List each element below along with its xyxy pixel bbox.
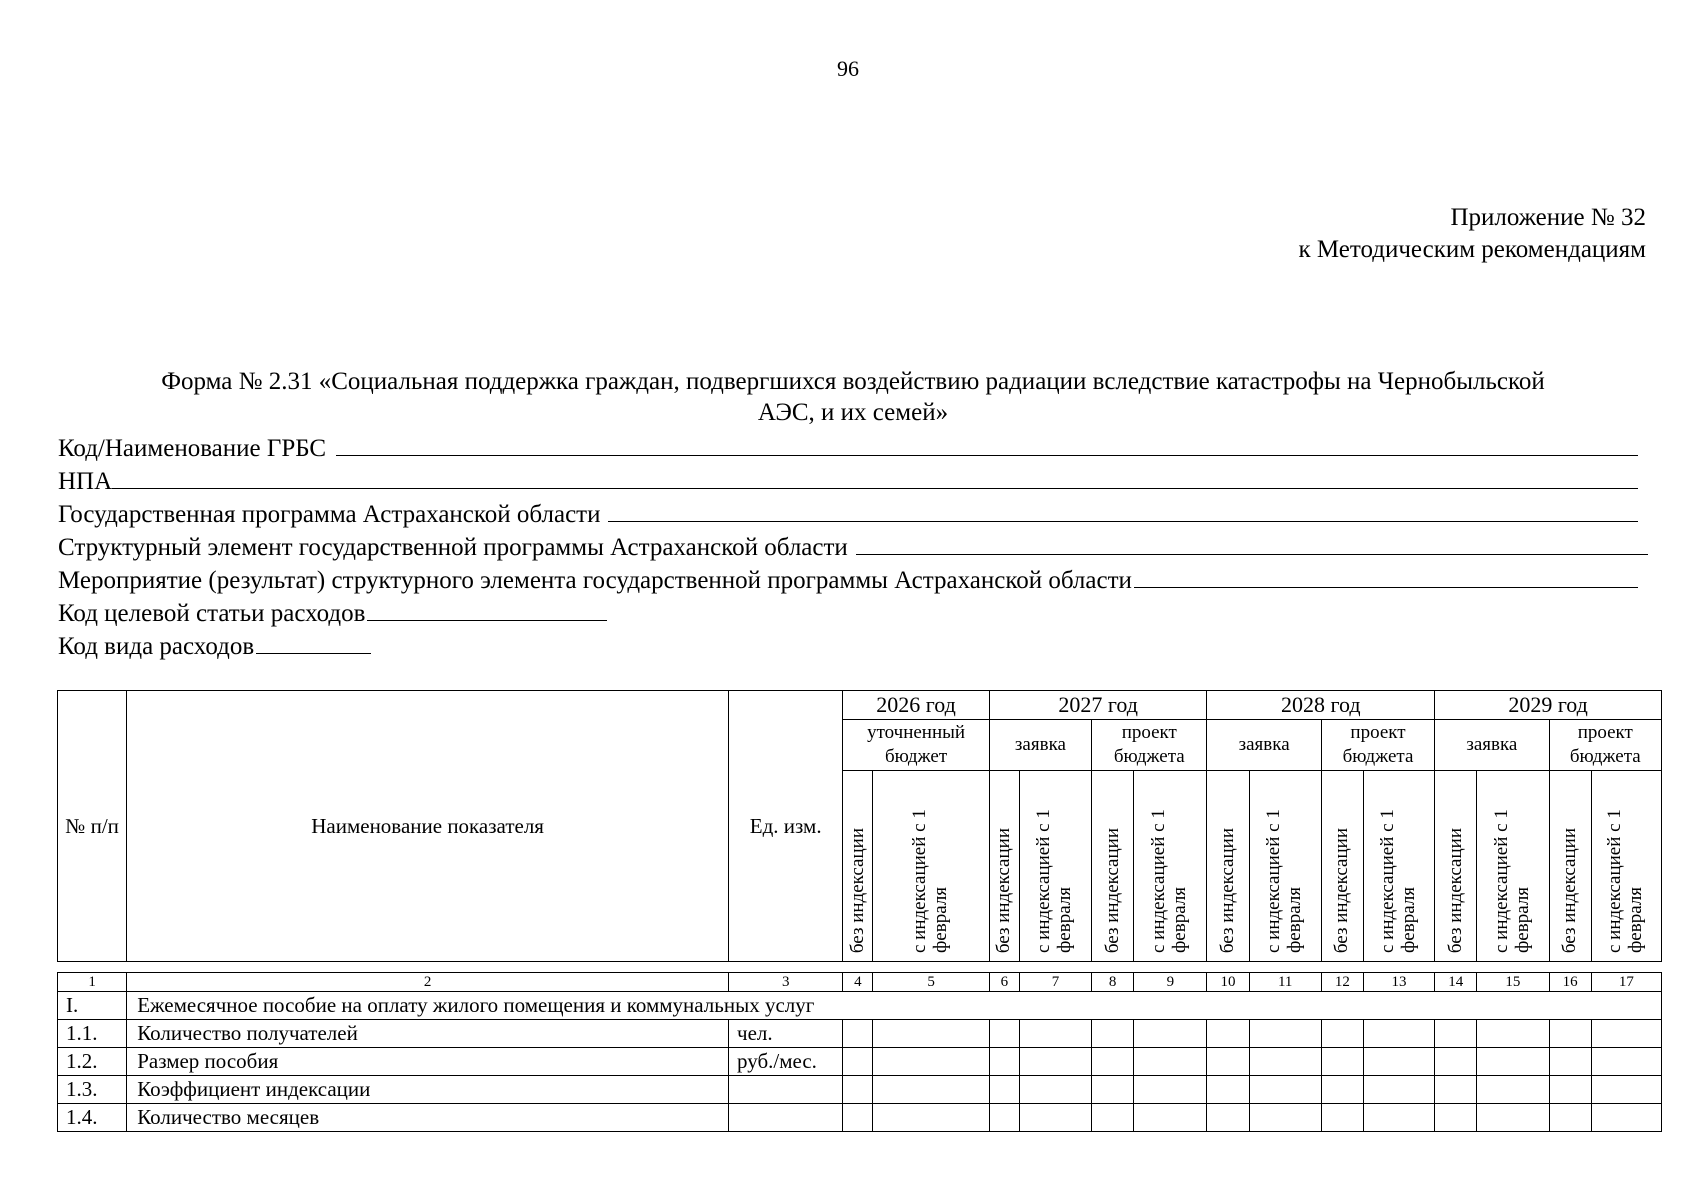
header-rotated-label: с индексацией с 1 февраля [1033,809,1076,953]
value-cell[interactable] [989,1020,1019,1048]
value-cell[interactable] [1591,1076,1661,1104]
header-year-2027: 2027 год [989,691,1207,720]
value-cell[interactable] [843,1104,873,1132]
column-number: 15 [1477,973,1549,992]
value-cell[interactable] [1019,1104,1091,1132]
value-cell[interactable] [1249,1076,1321,1104]
row-name: Количество месяцев [127,1104,729,1132]
appendix-line-1: Приложение № 32 [1450,204,1646,231]
row-unit: чел. [729,1020,843,1048]
row-name: Коэффициент индексации [127,1076,729,1104]
field-grbs-line[interactable] [336,455,1638,456]
field-expense-type-code-line[interactable] [256,653,371,654]
field-grbs-label: Код/Наименование ГРБС [58,435,327,462]
value-cell[interactable] [1435,1020,1477,1048]
header-draft-budget-2028: проект бюджета [1321,720,1434,771]
header-year-2026: 2026 год [843,691,989,720]
column-number: 1 [58,973,127,992]
header-refined-budget-2026: уточненный бюджет [843,720,989,771]
field-expense-type-code-label: Код вида расходов [58,633,255,660]
row-num: 1.2. [58,1048,127,1076]
header-request-2027: заявка [989,720,1091,771]
value-cell[interactable] [1477,1076,1549,1104]
value-cell[interactable] [1549,1076,1591,1104]
field-target-article-code [58,595,1650,628]
field-structural-element [58,529,1650,562]
row-num: 1.1. [58,1020,127,1048]
appendix-line-2: к Методическим рекомендациям [1298,236,1646,263]
column-number: 5 [873,973,989,992]
header-rotated-label: без индексации [1444,827,1466,953]
header-rotated-label: с индексацией с 1 февраля [1263,809,1306,953]
column-number: 13 [1363,973,1434,992]
column-number: 9 [1134,973,1207,992]
value-cell[interactable] [1092,1048,1134,1076]
column-number: 14 [1435,973,1477,992]
field-expense-type-code [58,628,1650,661]
column-number: 17 [1591,973,1661,992]
appendix-caption [1298,202,1646,266]
header-rotated-label: с индексацией с 1 февраля [1604,809,1647,953]
value-cell[interactable] [1092,1020,1134,1048]
value-cell[interactable] [843,1048,873,1076]
value-cell[interactable] [1207,1020,1249,1048]
field-state-program-line[interactable] [608,521,1638,522]
value-cell[interactable] [873,1076,989,1104]
row-unit [729,1104,843,1132]
value-cell[interactable] [1249,1020,1321,1048]
value-cell[interactable] [1591,1048,1661,1076]
row-num: 1.4. [58,1104,127,1132]
header-with-index-1 [873,771,989,962]
header-name: Наименование показателя [127,691,729,962]
header-without-index-3 [1092,771,1134,962]
section-num: I. [58,992,127,1020]
row-unit [729,1076,843,1104]
value-cell[interactable] [1092,1104,1134,1132]
value-cell[interactable] [1249,1104,1321,1132]
header-rotated-label: без индексации [1217,827,1239,953]
value-cell[interactable] [989,1048,1019,1076]
form-title [58,366,1648,428]
header-without-index-4 [1207,771,1249,962]
header-rotated-label: без индексации [993,827,1015,953]
field-target-article-code-line[interactable] [367,620,607,621]
value-cell[interactable] [1134,1076,1207,1104]
field-state-program [58,496,1650,529]
header-without-index-6 [1435,771,1477,962]
value-cell[interactable] [1477,1104,1549,1132]
header-request-2028: заявка [1207,720,1321,771]
header-with-index-4 [1249,771,1321,962]
value-cell[interactable] [1549,1048,1591,1076]
header-rotated-label: без индексации [846,827,868,953]
field-activity-line[interactable] [1134,587,1638,588]
column-number: 11 [1249,973,1321,992]
header-rotated-label: с индексацией с 1 февраля [1148,809,1191,953]
value-cell[interactable] [843,1076,873,1104]
value-cell[interactable] [1363,1048,1434,1076]
header-with-index-3 [1134,771,1207,962]
form-fields [58,430,1650,661]
header-year-2028: 2028 год [1207,691,1435,720]
row-name: Размер пособия [127,1048,729,1076]
header-request-2029: заявка [1435,720,1549,771]
table-row [58,1020,1662,1048]
column-number: 4 [843,973,873,992]
value-cell[interactable] [1207,1048,1249,1076]
value-cell[interactable] [989,1076,1019,1104]
field-npa [58,463,1650,496]
field-grbs [58,430,1650,463]
value-cell[interactable] [1363,1104,1434,1132]
field-npa-line[interactable] [112,488,1638,489]
header-rotated-label: без индексации [1559,827,1581,953]
column-number: 12 [1321,973,1363,992]
value-cell[interactable] [1249,1048,1321,1076]
row-unit: руб./мес. [729,1048,843,1076]
value-cell[interactable] [1435,1076,1477,1104]
header-rotated-label: с индексацией с 1 февраля [1377,809,1420,953]
row-num: 1.3. [58,1076,127,1104]
value-cell[interactable] [989,1104,1019,1132]
header-gap [58,962,1662,973]
form-title-line-2: АЭС, и их семей» [757,399,949,426]
header-rotated-label: с индексацией с 1 февраля [1490,809,1533,953]
value-cell[interactable] [1321,1076,1363,1104]
field-target-article-code-label: Код целевой статьи расходов [58,600,366,627]
page-number: 96 [837,56,859,81]
header-unit: Ед. изм. [729,691,843,962]
value-cell[interactable] [843,1020,873,1048]
value-cell[interactable] [1207,1076,1249,1104]
value-cell[interactable] [1134,1020,1207,1048]
header-with-index-7 [1591,771,1661,962]
value-cell[interactable] [1549,1020,1591,1048]
column-number: 7 [1019,973,1091,992]
header-num: № п/п [58,691,127,962]
value-cell[interactable] [1477,1048,1549,1076]
field-activity-label: Мероприятие (результат) структурного элемента государственной программы Астраханской области [58,567,1132,594]
header-without-index-1 [843,771,873,962]
value-cell[interactable] [873,1020,989,1048]
field-structural-element-line[interactable] [856,554,1648,555]
value-cell[interactable] [1134,1048,1207,1076]
header-draft-budget-2029: проект бюджета [1549,720,1662,771]
value-cell[interactable] [1092,1076,1134,1104]
row-name: Количество получателей [127,1020,729,1048]
field-structural-element-label: Структурный элемент государственной программы Астраханской области [58,534,848,561]
table-row [58,1076,1662,1104]
value-cell[interactable] [1207,1104,1249,1132]
value-cell[interactable] [1019,1048,1091,1076]
header-without-index-5 [1321,771,1363,962]
header-rotated-label: с индексацией с 1 февраля [909,809,952,953]
value-cell[interactable] [1134,1104,1207,1132]
value-cell[interactable] [1591,1020,1661,1048]
value-cell[interactable] [1549,1104,1591,1132]
column-number: 8 [1092,973,1134,992]
header-with-index-2 [1019,771,1091,962]
value-cell[interactable] [1477,1020,1549,1048]
header-with-index-6 [1477,771,1549,962]
header-without-index-2 [989,771,1019,962]
value-cell[interactable] [873,1104,989,1132]
value-cell[interactable] [1435,1104,1477,1132]
table-row [58,1104,1662,1132]
field-npa-label: НПА [58,468,113,495]
value-cell[interactable] [1019,1076,1091,1104]
column-number: 2 [127,973,729,992]
value-cell[interactable] [1435,1048,1477,1076]
field-state-program-label: Государственная программа Астраханской области [58,501,601,528]
header-without-index-7 [1549,771,1591,962]
column-number: 16 [1549,973,1591,992]
indicators-table [57,690,1662,1132]
header-with-index-5 [1363,771,1434,962]
value-cell[interactable] [1591,1104,1661,1132]
value-cell[interactable] [1321,1020,1363,1048]
column-number: 3 [729,973,843,992]
column-number: 6 [989,973,1019,992]
header-year-2029: 2029 год [1435,691,1662,720]
value-cell[interactable] [1321,1104,1363,1132]
table-row [58,1048,1662,1076]
value-cell[interactable] [1321,1048,1363,1076]
column-number: 10 [1207,973,1249,992]
value-cell[interactable] [1363,1076,1434,1104]
value-cell[interactable] [1019,1020,1091,1048]
value-cell[interactable] [1363,1020,1434,1048]
field-activity [58,562,1650,595]
header-rotated-label: без индексации [1101,827,1123,953]
form-title-line-1: Форма № 2.31 «Социальная поддержка граждан, подвергшихся воздействию радиации вследствие катастрофы на Чернобыльской [161,368,1545,395]
header-draft-budget-2027: проект бюджета [1092,720,1207,771]
section-title: Ежемесячное пособие на оплату жилого помещения и коммунальных услуг [127,992,1662,1020]
value-cell[interactable] [873,1048,989,1076]
header-rotated-label: без индексации [1331,827,1353,953]
